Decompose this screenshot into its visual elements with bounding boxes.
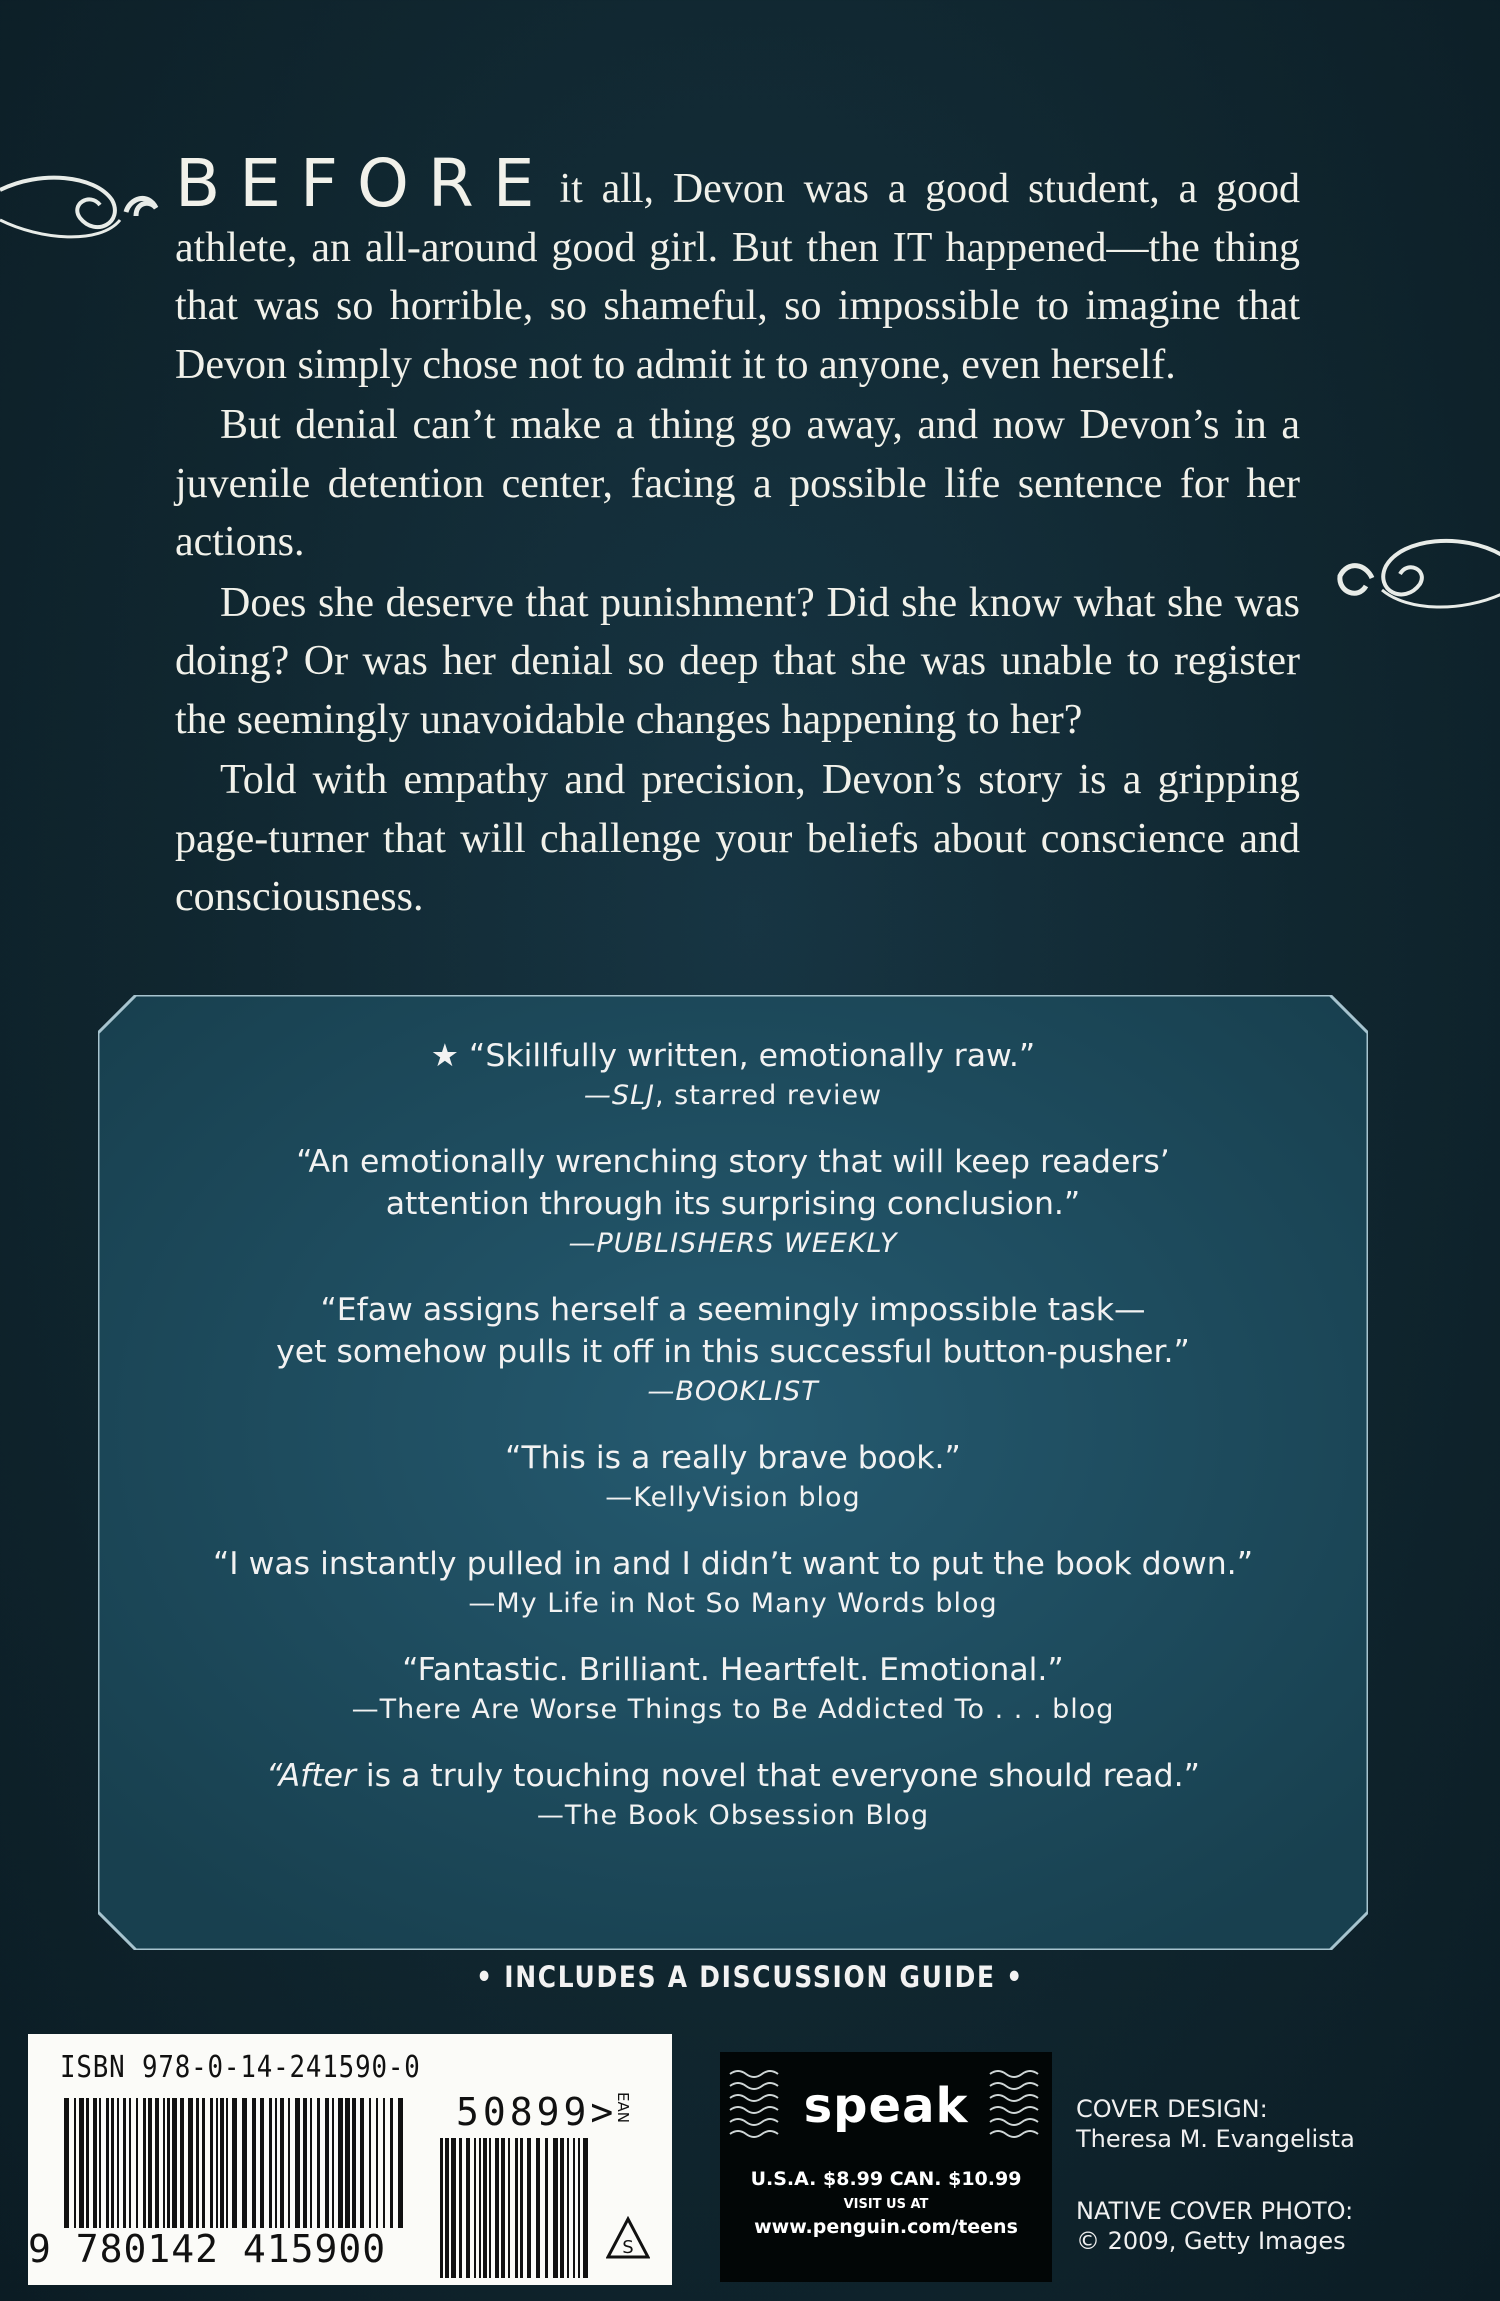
barcode-bar	[260, 2098, 264, 2228]
barcode-bar	[369, 2098, 371, 2228]
isbn-number: ISBN 978-0-14-241590-0	[60, 2050, 421, 2085]
barcode-bar	[317, 2098, 320, 2228]
barcode-bar	[332, 2098, 334, 2228]
barcode-bar	[242, 2098, 247, 2228]
barcode-bar	[210, 2098, 213, 2228]
barcode-bar	[188, 2098, 193, 2228]
barcode-bar	[489, 2138, 491, 2278]
review-quote: “Skillfully written, emotionally raw.”	[469, 1038, 1036, 1074]
review-source-title: —SLJ	[583, 1080, 656, 1111]
back-cover-blurb	[175, 145, 1300, 929]
barcode-bar	[136, 2098, 138, 2228]
barcode-bar	[79, 2098, 84, 2228]
barcode-bar	[352, 2098, 356, 2228]
barcode-bar	[495, 2138, 499, 2278]
barcode-bar	[445, 2138, 449, 2278]
cover-design-label: COVER DESIGN:	[1076, 2095, 1268, 2123]
barcode-bar	[390, 2098, 393, 2228]
barcode-bar	[148, 2098, 152, 2228]
barcode-bar	[252, 2098, 256, 2228]
barcode-bar	[123, 2098, 126, 2228]
left-scroll-flourish	[0, 150, 180, 260]
cover-photo-label: NATIVE COVER PHOTO:	[1076, 2197, 1354, 2225]
barcode-bar	[74, 2098, 76, 2228]
price-text: U.S.A. $8.99 CAN. $10.99	[750, 2168, 1022, 2190]
barcode-bar	[180, 2098, 184, 2228]
publisher-price-panel	[720, 2052, 1052, 2282]
barcode-bar	[578, 2138, 580, 2278]
barcode-bar	[520, 2138, 523, 2278]
cover-designer-name: Theresa M. Evangelista	[1076, 2125, 1355, 2153]
review-source: —There Are Worse Things to Be Addicted To . . . blog	[351, 1694, 1115, 1725]
review	[98, 1543, 1368, 1623]
barcode-bar	[143, 2098, 146, 2228]
cover-photo-credit: © 2009, Getty Images	[1076, 2227, 1346, 2255]
barcode-bar	[474, 2138, 476, 2278]
barcode-bar	[451, 2138, 456, 2278]
review-source: —BOOKLIST	[647, 1376, 819, 1407]
barcode-bar	[196, 2098, 199, 2228]
barcode-bar	[567, 2138, 569, 2278]
publisher-url: www.penguin.com/teens	[754, 2216, 1018, 2238]
barcode-bar	[325, 2098, 329, 2228]
review-quote: “This is a really brave book.”	[505, 1440, 961, 1476]
review-source: —PUBLISHERS WEEKLY	[568, 1228, 898, 1259]
barcode-bar	[167, 2098, 170, 2228]
barcode-bar	[527, 2138, 531, 2278]
barcode-bar	[202, 2098, 205, 2228]
blurb-paragraph: But denial can’t make a thing go away, and now Devon’s in a juvenile detention center, facing a possible life sentence for her actions.	[175, 402, 1300, 565]
barcode-bar	[163, 2098, 165, 2228]
speak-logo: speak	[803, 2078, 969, 2134]
review-source: —KellyVision blog	[605, 1482, 861, 1513]
barcode-bar	[106, 2098, 109, 2228]
review-source: , starred review	[655, 1080, 883, 1111]
barcode-bar	[64, 2098, 69, 2228]
barcode-bar	[86, 2098, 89, 2228]
barcode-bar	[573, 2138, 575, 2278]
barcode-bar	[295, 2098, 300, 2228]
barcode-bar	[536, 2138, 540, 2278]
blurb-paragraph-text: it all, Devon was a good student, a good athlete, an all-around good girl. But then IT happened—the thing that was so horrible, so shameful, so impossible to imagine that Devon simply chose not to admit it to anyone, even herself.	[175, 166, 1300, 388]
barcode-bar	[172, 2098, 177, 2228]
barcode-bar	[155, 2098, 159, 2228]
review	[98, 1755, 1368, 1835]
review-quote-title: “After	[266, 1758, 356, 1794]
review	[98, 1289, 1368, 1411]
barcode-bar	[99, 2098, 101, 2228]
discussion-guide-banner: • INCLUDES A DISCUSSION GUIDE •	[476, 1960, 1024, 1994]
seal-letter: S	[622, 2237, 634, 2258]
barcode-bar	[515, 2138, 518, 2278]
addon-barcode-bars	[440, 2138, 590, 2278]
star-icon: ★	[430, 1038, 460, 1074]
isbn-barcode	[28, 2034, 672, 2285]
review-quote: “Fantastic. Brilliant. Heartfelt. Emotional.”	[402, 1652, 1064, 1688]
barcode-bar	[226, 2098, 228, 2228]
barcode-bar	[280, 2098, 284, 2228]
barcode-bar	[216, 2098, 218, 2228]
barcode-bar	[288, 2098, 290, 2228]
review	[98, 1437, 1368, 1517]
review	[98, 1141, 1368, 1263]
barcode-bar	[345, 2098, 350, 2228]
review-quote: “Efaw assigns herself a seemingly impossible task—	[320, 1292, 1146, 1328]
visit-text: VISIT US AT	[843, 2197, 929, 2212]
barcode-bar	[338, 2098, 343, 2228]
reviews-panel	[98, 995, 1368, 1950]
blurb-paragraph: Told with empathy and precision, Devon’s story is a gripping page-turner that will challenge your beliefs about conscience and consciousness.	[175, 757, 1300, 920]
barcode-bar	[560, 2138, 564, 2278]
barcode-bar	[376, 2098, 378, 2228]
blurb-paragraph: Does she deserve that punishment? Did she know what she was doing? Or was her denial so deep that she was unable to register the seemingly unavoidable changes happening to her?	[175, 579, 1300, 743]
blurb-paragraph	[175, 145, 1300, 394]
barcode-bar	[232, 2098, 237, 2228]
ean-label: EAN	[614, 2092, 632, 2123]
review-quote: attention through its surprising conclusion.”	[385, 1186, 1081, 1222]
barcode-bar	[459, 2138, 462, 2278]
barcode-bar	[501, 2138, 505, 2278]
review-quote: yet somehow pulls it off in this successful button-pusher.”	[276, 1334, 1190, 1370]
cover-credits	[1076, 2094, 1486, 2256]
barcode-bar	[220, 2098, 224, 2228]
seal-triangle-icon	[606, 2216, 650, 2260]
barcode-bar	[275, 2098, 277, 2228]
barcode-bar	[117, 2098, 119, 2228]
review	[98, 1649, 1368, 1729]
barcode-bar	[483, 2138, 487, 2278]
review-source: —The Book Obsession Blog	[536, 1800, 930, 1831]
barcode-bar	[398, 2098, 403, 2228]
barcode-bar	[93, 2098, 97, 2228]
barcode-bar	[303, 2098, 307, 2228]
price-addon-code: 50899>	[456, 2090, 618, 2134]
review-quote: is a truly touching novel that everyone should read.”	[355, 1758, 1200, 1794]
ean-barcode-bars	[64, 2098, 404, 2228]
barcode-bar	[466, 2138, 470, 2278]
barcode-bar	[383, 2098, 385, 2228]
barcode-bar	[440, 2138, 443, 2278]
review-quote: “An emotionally wrenching story that will keep readers’	[296, 1144, 1170, 1180]
barcode-bar	[479, 2138, 481, 2278]
review-quote: “I was instantly pulled in and I didn’t want to put the book down.”	[212, 1546, 1254, 1582]
barcode-bar	[553, 2138, 558, 2278]
barcode-bar	[508, 2138, 510, 2278]
barcode-digits: 9 780142 415900	[28, 2227, 387, 2271]
barcode-bar	[545, 2138, 548, 2278]
barcode-bar	[111, 2098, 114, 2228]
barcode-bar	[583, 2138, 588, 2278]
blurb-drop-word: BEFORE	[175, 145, 554, 222]
right-scroll-flourish	[1322, 520, 1500, 630]
barcode-bar	[129, 2098, 131, 2228]
review-source: —My Life in Not So Many Words blog	[468, 1588, 998, 1619]
review	[98, 1035, 1368, 1115]
barcode-bar	[269, 2098, 272, 2228]
barcode-bar	[360, 2098, 364, 2228]
barcode-bar	[310, 2098, 312, 2228]
